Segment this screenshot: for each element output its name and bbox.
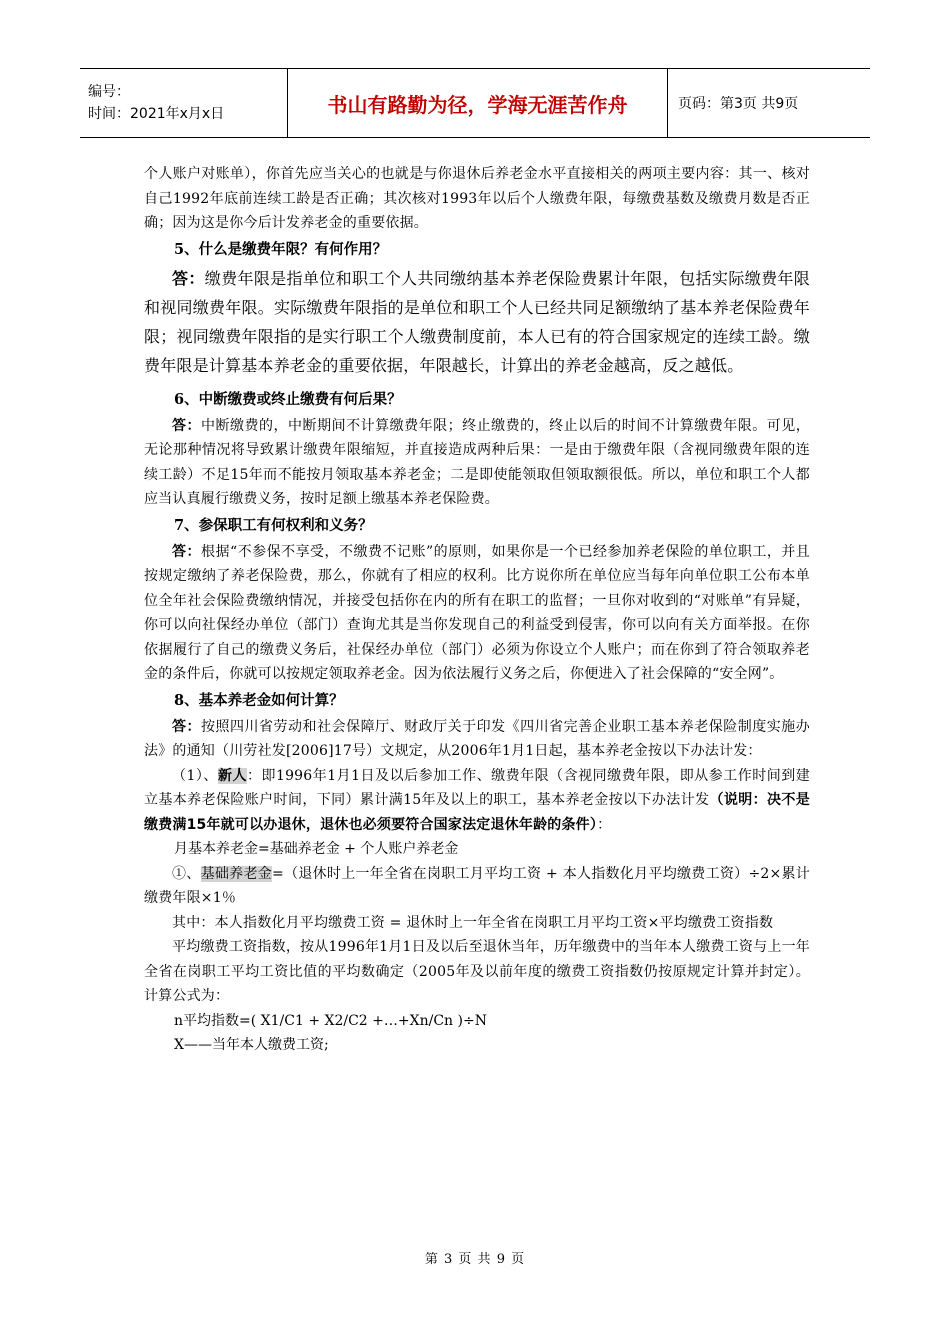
header-motto: 书山有路勤为径，学海无涯苦作舟 — [288, 69, 668, 137]
new-people-highlight: 新人 — [217, 767, 247, 784]
header-page-number: 页码：第3页 共9页 — [678, 96, 799, 112]
answer-5 — [144, 264, 810, 380]
serial-number: 编号： — [88, 84, 130, 100]
answer-6 — [144, 414, 810, 512]
item-note: （说明：决不是缴费满15年就可以办退休，退休也必须要符合国家法定退休年龄的条件） — [144, 792, 811, 833]
answer-7 — [144, 540, 810, 687]
item-end: ： — [597, 816, 612, 833]
item-new-people — [144, 764, 810, 838]
paragraph-continued: 个人账户对账单），你首先应当关心的也就是与你退休后养老金水平直接相关的两项主要内容：其一、核对自己1992年底前连续工龄是否正确；其次核对1993年以后个人缴费年限，每缴费基数及缴费月数是否正确；因为这是你今后计发养老金的重要依据。 — [144, 166, 810, 231]
answer-label: 答： — [172, 268, 205, 288]
answer-label: 答： — [172, 543, 201, 560]
page-header — [80, 68, 870, 138]
base-pension — [144, 862, 810, 911]
answer-7-text: 根据“不参保不享受，不缴费不记账”的原则，如果你是一个已经参加养老保险的单位职工，并且按规定缴纳了养老保险费，那么，你就有了相应的权利。比方说你所在单位应当每年向单位职工公布本单位全年社会保险费缴纳情况，并接受包括你在内的所有在职工的监督；一旦你对收到的“对账单”有异疑，你可以向社保经办单位（部门）查询尤其是当你发现自己的利益受到侵害，你可以向有关方面举报。在你依据履行了自己的缴费义务后，社保经办单位（部门）必须为你设立个人账户；而在你到了符合领取养老金的条件后，你就可以按规定领取养老金。因为依法履行义务之后，你便进入了社会保障的“安全网”。 — [144, 543, 810, 682]
answer-8-text: 按照四川省劳动和社会保障厅、财政厅关于印发《四川省完善企业职工基本养老保险制度实施办法》的通知（川劳社发[2006]17号）文规定，从2006年1月1日起，基本养老金按以下办法计发： — [144, 718, 810, 759]
item-text: ：即1996年1月1日及以后参加工作、缴费年限（含视同缴费年限，即从参工作时间到建立基本养老保险账户时间，下同）累计满15年及以上的职工，基本养老金按以下办法计发 — [144, 767, 810, 808]
base-text: =（退休时上一年全省在岗职工月平均工资 + 本人指数化月平均缴费工资）÷2×累计缴费年限×1％ — [144, 865, 811, 906]
document-body — [144, 162, 810, 1058]
base-pension-highlight: 基础养老金 — [200, 865, 273, 882]
answer-6-text: 中断缴费的，中断期间不计算缴费年限；终止缴费的，终止以后的时间不计算缴费年限。可见，无论那种情况将导致累计缴费年限缩短，并直接造成两种后果：一是由于缴费年限（含视同缴费年限的连续工龄）不足15年而不能按月领取基本养老金；二是即使能领取但领取额很低。所以，单位和职工个人都应当认真履行缴费义务，按时足额上缴基本养老保险费。 — [144, 417, 810, 507]
question-7: 7、参保职工有何权利和义务？ — [174, 516, 373, 534]
question-8: 8、基本养老金如何计算？ — [174, 691, 344, 709]
question-6: 6、中断缴费或终止缴费有何后果？ — [174, 390, 402, 408]
formula-x-definition: X——当年本人缴费工资; — [174, 1037, 329, 1053]
answer-8 — [144, 715, 810, 764]
formula-average-index: n平均指数=( X1/C1 + X2/C2 +…+Xn/Cn )÷N — [174, 1012, 487, 1029]
document-time: 时间：2021年x月x日 — [88, 106, 225, 122]
page-footer: 第 3 页 共 9 页 — [424, 1252, 526, 1267]
where-clause: 其中：本人指数化月平均缴费工资 = 退休时上一年全省在岗职工月平均工资×平均缴费工资指数 — [172, 914, 774, 931]
header-meta — [80, 69, 288, 137]
formula-monthly-pension: 月基本养老金=基础养老金 + 个人账户养老金 — [174, 841, 459, 857]
answer-label: 答： — [172, 718, 202, 735]
average-index-paragraph: 平均缴费工资指数，按从1996年1月1日及以后至退休当年，历年缴费中的当年本人缴费工资与上一年全省在岗职工平均工资比值的平均数确定（2005年及以前年度的缴费工资指数仍按原规定计算并封定）。计算公式为： — [144, 939, 810, 1004]
base-prefix: ①、 — [172, 865, 201, 882]
item-prefix: （1）、 — [172, 767, 218, 784]
answer-5-text: 缴费年限是指单位和职工个人共同缴纳基本养老保险费累计年限，包括实际缴费年限和视同缴费年限。实际缴费年限指的是单位和职工个人已经共同足额缴纳了基本养老保险费年限；视同缴费年限指的是实行职工个人缴费制度前，本人已有的符合国家规定的连续工龄。缴费年限是计算基本养老金的重要依据，年限越长，计算出的养老金越高，反之越低。 — [144, 268, 810, 375]
question-5: 5、什么是缴费年限？有何作用？ — [174, 240, 388, 258]
answer-label: 答： — [172, 417, 202, 434]
